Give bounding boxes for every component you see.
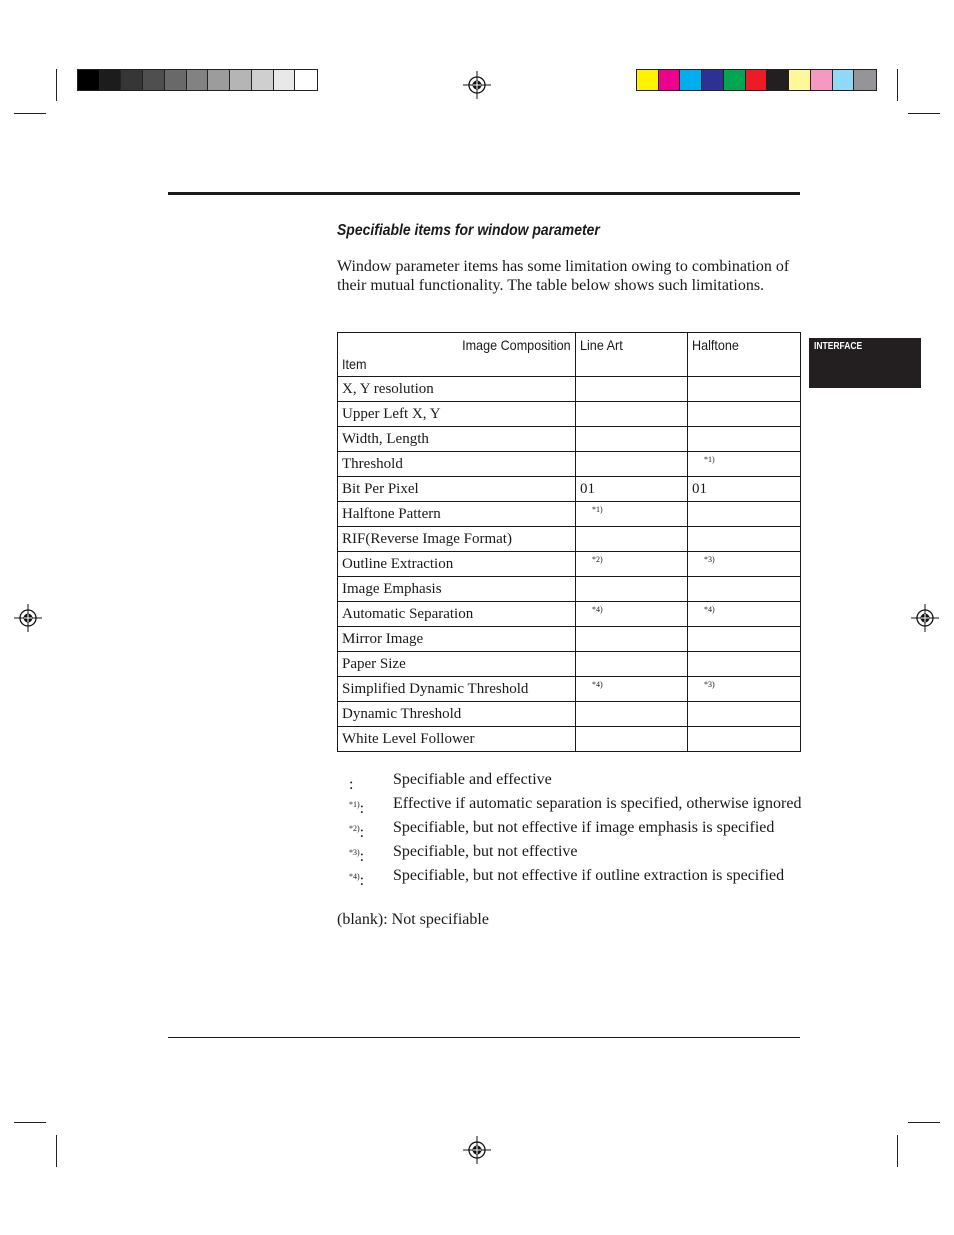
- legend-item: [337, 866, 807, 890]
- table-row: [338, 452, 801, 477]
- table-row: [338, 627, 801, 652]
- table-cell-item: [338, 677, 576, 702]
- cell-text: *1): [704, 455, 715, 464]
- bottom-rule: [168, 1037, 800, 1038]
- header-halftone: Halftone: [692, 337, 739, 353]
- legend-mark: $^{*3)}$:: [349, 848, 365, 865]
- color-swatch: [208, 70, 230, 90]
- table-cell-line-art: [576, 527, 688, 552]
- table-cell-halftone: [688, 527, 801, 552]
- crop-mark: [908, 113, 940, 114]
- legend-text: Specifiable, but not effective: [393, 843, 578, 860]
- table-cell-halftone: [688, 727, 801, 752]
- color-swatch: [833, 70, 855, 90]
- crop-mark: [14, 1122, 46, 1123]
- cell-text: *4): [704, 605, 715, 614]
- table-cell-item: [338, 377, 576, 402]
- table-cell-line-art: [576, 452, 688, 477]
- table-cell-halftone: [688, 427, 801, 452]
- cell-text: *4): [592, 680, 603, 689]
- color-swatch: [295, 70, 317, 90]
- table-row: [338, 677, 801, 702]
- header-line-art-cell: [576, 333, 688, 377]
- table-cell-line-art: [576, 677, 688, 702]
- table-cell-halftone: [688, 627, 801, 652]
- legend-text: Specifiable, but not effective if image emphasis is specified: [393, 819, 775, 836]
- cell-text: 01: [580, 481, 595, 497]
- grayscale-calibration-strip: [77, 69, 318, 91]
- table-row: [338, 652, 801, 677]
- legend: [337, 770, 807, 890]
- table-cell-item: [338, 727, 576, 752]
- table-cell-line-art: [576, 502, 688, 527]
- color-swatch: [767, 70, 789, 90]
- registration-mark-icon: [463, 1136, 491, 1164]
- table-cell-halftone: [688, 452, 801, 477]
- table-row: [338, 527, 801, 552]
- cell-text: Automatic Separation: [342, 606, 474, 622]
- table-cell-line-art: [576, 552, 688, 577]
- cell-text: Mirror Image: [342, 631, 424, 647]
- table-row: [338, 502, 801, 527]
- table-cell-halftone: [688, 477, 801, 502]
- table-cell-item: [338, 602, 576, 627]
- chapter-tab-label: INTERFACE: [814, 341, 863, 352]
- color-swatch: [854, 70, 876, 90]
- cell-text: Paper Size: [342, 656, 406, 672]
- cell-text: 01: [692, 481, 707, 497]
- crop-mark: [56, 69, 57, 101]
- section-heading: Specifiable items for window parameter: [337, 222, 600, 239]
- table-cell-line-art: [576, 427, 688, 452]
- window-parameter-table: [337, 332, 801, 752]
- header-item-cell: [338, 333, 576, 377]
- table-cell-halftone: [688, 577, 801, 602]
- cell-text: *1): [592, 505, 603, 514]
- color-swatch: [165, 70, 187, 90]
- legend-item: [337, 842, 807, 866]
- cell-text: Image Emphasis: [342, 581, 442, 597]
- legend-item: [337, 770, 807, 794]
- registration-mark-icon: [14, 604, 42, 632]
- legend-mark: $^{*1)}$:: [349, 800, 365, 817]
- table-cell-line-art: [576, 627, 688, 652]
- table-cell-line-art: [576, 727, 688, 752]
- table-cell-item: [338, 552, 576, 577]
- cell-text: *4): [592, 605, 603, 614]
- table-body: [338, 377, 801, 752]
- table-cell-line-art: [576, 402, 688, 427]
- table-cell-halftone: [688, 377, 801, 402]
- legend-blank-note: (blank): Not specifiable: [337, 911, 489, 928]
- table-cell-item: [338, 427, 576, 452]
- cell-text: Halftone Pattern: [342, 506, 441, 522]
- table-cell-item: [338, 502, 576, 527]
- color-swatch: [702, 70, 724, 90]
- color-swatch: [680, 70, 702, 90]
- cell-text: White Level Follower: [342, 731, 475, 747]
- color-swatch: [121, 70, 143, 90]
- registration-mark-icon: [911, 604, 939, 632]
- cell-text: Upper Left X, Y: [342, 406, 441, 422]
- table-cell-item: [338, 702, 576, 727]
- color-swatch: [78, 70, 100, 90]
- table-row: [338, 402, 801, 427]
- table-cell-item: [338, 627, 576, 652]
- legend-item: [337, 794, 807, 818]
- table-cell-halftone: [688, 502, 801, 527]
- table-cell-line-art: [576, 702, 688, 727]
- crop-mark: [897, 1135, 898, 1167]
- table-cell-line-art: [576, 377, 688, 402]
- legend-mark: $^{*2)}$:: [349, 824, 365, 841]
- top-rule: [168, 192, 800, 195]
- table-cell-line-art: [576, 652, 688, 677]
- crop-mark: [908, 1122, 940, 1123]
- table-row: [338, 477, 801, 502]
- cell-text: *3): [704, 555, 715, 564]
- table-row: [338, 552, 801, 577]
- chapter-tab: [809, 338, 921, 388]
- registration-mark-icon: [463, 71, 491, 99]
- intro-paragraph: Window parameter items has some limitation owing to combination of their mutual functionality. The table below shows such limitations.: [337, 258, 790, 294]
- cell-text: Bit Per Pixel: [342, 481, 419, 497]
- table-cell-item: [338, 577, 576, 602]
- table-cell-item: [338, 477, 576, 502]
- table-cell-halftone: [688, 402, 801, 427]
- table-row: [338, 702, 801, 727]
- header-item: Item: [342, 356, 367, 372]
- color-swatch: [143, 70, 165, 90]
- table-cell-item: [338, 652, 576, 677]
- cell-text: X, Y resolution: [342, 381, 434, 397]
- legend-mark: :: [349, 776, 354, 793]
- table-row: [338, 577, 801, 602]
- legend-mark: $^{*4)}$:: [349, 872, 365, 889]
- cell-text: Simplified Dynamic Threshold: [342, 681, 529, 697]
- color-swatch: [789, 70, 811, 90]
- crop-mark: [14, 113, 46, 114]
- table-cell-line-art: [576, 602, 688, 627]
- cell-text: Dynamic Threshold: [342, 706, 462, 722]
- color-swatch: [659, 70, 681, 90]
- cell-text: *3): [704, 680, 715, 689]
- table-cell-item: [338, 527, 576, 552]
- color-swatch: [274, 70, 296, 90]
- legend-mark-label: *3): [349, 848, 360, 857]
- cell-text: Outline Extraction: [342, 556, 454, 572]
- table-row: [338, 377, 801, 402]
- header-line-art: Line Art: [580, 337, 623, 353]
- legend-text: Effective if automatic separation is specified, otherwise ignored: [393, 795, 802, 812]
- table-row: [338, 602, 801, 627]
- color-swatch: [252, 70, 274, 90]
- table-cell-halftone: [688, 602, 801, 627]
- color-swatch: [230, 70, 252, 90]
- legend-mark-label: *1): [349, 800, 360, 809]
- cell-text: Width, Length: [342, 431, 429, 447]
- table-cell-halftone: [688, 702, 801, 727]
- table-cell-item: [338, 452, 576, 477]
- color-swatch: [746, 70, 768, 90]
- color-swatch: [637, 70, 659, 90]
- color-swatch: [100, 70, 122, 90]
- table-row: [338, 427, 801, 452]
- header-halftone-cell: [688, 333, 801, 377]
- color-swatch: [187, 70, 209, 90]
- table-cell-halftone: [688, 652, 801, 677]
- table-cell-item: [338, 402, 576, 427]
- table-cell-halftone: [688, 552, 801, 577]
- table-header-row: [338, 333, 801, 377]
- legend-text: Specifiable, but not effective if outline extraction is specified: [393, 867, 785, 884]
- legend-text: Specifiable and effective: [393, 771, 552, 788]
- table-cell-halftone: [688, 677, 801, 702]
- table-cell-line-art: [576, 477, 688, 502]
- crop-mark: [56, 1135, 57, 1167]
- table-row: [338, 727, 801, 752]
- color-swatch: [724, 70, 746, 90]
- cell-text: Threshold: [342, 456, 403, 472]
- cell-text: RIF(Reverse Image Format): [342, 531, 512, 547]
- header-image-composition: Image Composition: [462, 337, 571, 353]
- table-cell-line-art: [576, 577, 688, 602]
- legend-item: [337, 818, 807, 842]
- legend-mark-label: *2): [349, 824, 360, 833]
- color-calibration-strip: [636, 69, 877, 91]
- color-swatch: [811, 70, 833, 90]
- crop-mark: [897, 69, 898, 101]
- legend-mark-label: *4): [349, 872, 360, 881]
- cell-text: *2): [592, 555, 603, 564]
